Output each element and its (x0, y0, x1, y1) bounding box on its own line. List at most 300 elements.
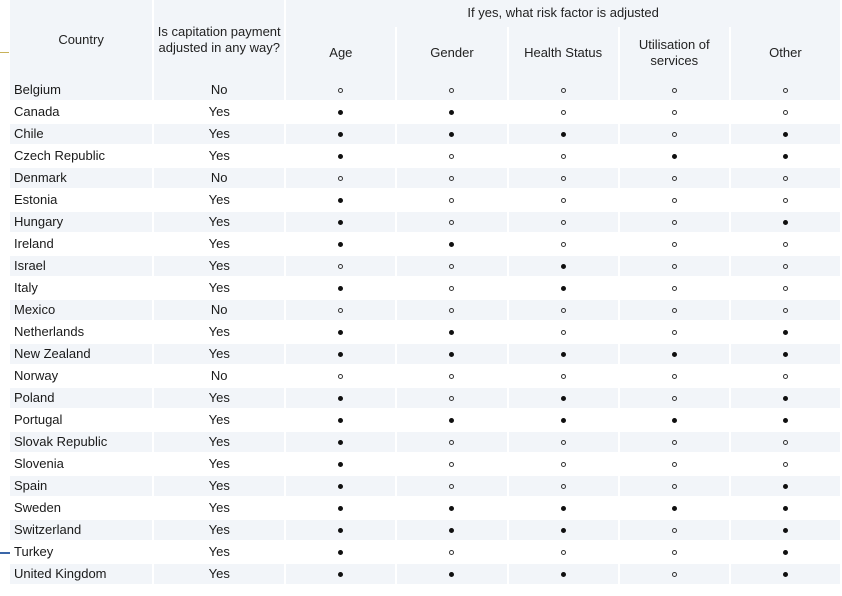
empty-circle-icon (672, 484, 677, 489)
other-cell (731, 476, 840, 498)
gender-cell (397, 190, 506, 212)
health-status-cell (509, 212, 618, 234)
filled-circle-icon (561, 264, 566, 269)
health-status-cell (509, 80, 618, 102)
table-row (10, 344, 840, 366)
age-cell (286, 520, 395, 542)
country-cell: Spain (10, 476, 152, 498)
empty-circle-icon (561, 462, 566, 467)
capitation-adjusted-cell: Yes (154, 190, 284, 212)
health-status-cell (509, 146, 618, 168)
capitation-adjusted-cell: Yes (154, 344, 284, 366)
age-cell (286, 344, 395, 366)
table-row (10, 520, 840, 542)
utilisation-cell (620, 366, 729, 388)
filled-circle-icon (561, 506, 566, 511)
utilisation-cell (620, 168, 729, 190)
utilisation-cell (620, 542, 729, 564)
empty-circle-icon (338, 88, 343, 93)
utilisation-cell (620, 212, 729, 234)
country-column-header: Country (10, 0, 152, 80)
capitation-adjusted-cell: Yes (154, 278, 284, 300)
table-body (10, 80, 840, 586)
other-cell (731, 498, 840, 520)
gender-cell (397, 410, 506, 432)
table-row (10, 256, 840, 278)
other-cell (731, 300, 840, 322)
capitation-adjusted-cell: Yes (154, 564, 284, 586)
age-cell (286, 564, 395, 586)
capitation-risk-table (8, 0, 842, 586)
empty-circle-icon (672, 198, 677, 203)
country-cell: Chile (10, 124, 152, 146)
filled-circle-icon (338, 440, 343, 445)
empty-circle-icon (672, 88, 677, 93)
empty-circle-icon (783, 110, 788, 115)
health-status-cell (509, 454, 618, 476)
capitation-adjusted-cell: Yes (154, 234, 284, 256)
filled-circle-icon (449, 418, 454, 423)
table-row (10, 212, 840, 234)
utilisation-cell (620, 278, 729, 300)
age-cell (286, 322, 395, 344)
capitation-adjusted-cell: Yes (154, 454, 284, 476)
country-cell: Denmark (10, 168, 152, 190)
age-cell (286, 366, 395, 388)
empty-circle-icon (783, 286, 788, 291)
filled-circle-icon (449, 330, 454, 335)
empty-circle-icon (449, 220, 454, 225)
table-row (10, 564, 840, 586)
filled-circle-icon (561, 132, 566, 137)
filled-circle-icon (338, 462, 343, 467)
filled-circle-icon (783, 352, 788, 357)
filled-circle-icon (561, 528, 566, 533)
filled-circle-icon (338, 550, 343, 555)
utilisation-cell (620, 124, 729, 146)
empty-circle-icon (783, 88, 788, 93)
filled-circle-icon (338, 132, 343, 137)
other-cell (731, 124, 840, 146)
utilisation-cell (620, 256, 729, 278)
filled-circle-icon (672, 506, 677, 511)
utilisation-cell (620, 432, 729, 454)
capitation-adjusted-cell: No (154, 300, 284, 322)
capitation-adjusted-cell: Yes (154, 542, 284, 564)
country-cell: Sweden (10, 498, 152, 520)
capitation-adjusted-cell: Yes (154, 476, 284, 498)
age-cell (286, 476, 395, 498)
empty-circle-icon (672, 220, 677, 225)
filled-circle-icon (449, 528, 454, 533)
health-status-cell (509, 542, 618, 564)
table-row (10, 498, 840, 520)
country-cell: Czech Republic (10, 146, 152, 168)
other-cell (731, 520, 840, 542)
filled-circle-icon (561, 418, 566, 423)
utilisation-cell (620, 322, 729, 344)
gender-cell (397, 278, 506, 300)
filled-circle-icon (338, 286, 343, 291)
country-cell: Hungary (10, 212, 152, 234)
age-cell (286, 212, 395, 234)
empty-circle-icon (449, 396, 454, 401)
health-status-cell (509, 278, 618, 300)
age-cell (286, 102, 395, 124)
health-status-cell (509, 520, 618, 542)
filled-circle-icon (338, 396, 343, 401)
gender-cell (397, 344, 506, 366)
gender-cell (397, 476, 506, 498)
empty-circle-icon (672, 528, 677, 533)
capitation-adjusted-cell: No (154, 366, 284, 388)
utilisation-cell (620, 234, 729, 256)
capitation-adjusted-cell: Yes (154, 256, 284, 278)
utilisation-cell (620, 520, 729, 542)
age-cell (286, 498, 395, 520)
table-row (10, 476, 840, 498)
table-row (10, 388, 840, 410)
filled-circle-icon (672, 154, 677, 159)
utilisation-cell (620, 300, 729, 322)
age-cell (286, 410, 395, 432)
country-cell: New Zealand (10, 344, 152, 366)
table-row (10, 190, 840, 212)
empty-circle-icon (672, 242, 677, 247)
empty-circle-icon (672, 132, 677, 137)
empty-circle-icon (783, 440, 788, 445)
health-status-cell (509, 234, 618, 256)
empty-circle-icon (783, 462, 788, 467)
health-status-cell (509, 410, 618, 432)
other-cell (731, 366, 840, 388)
filled-circle-icon (783, 528, 788, 533)
health-status-cell (509, 344, 618, 366)
empty-circle-icon (672, 374, 677, 379)
filled-circle-icon (449, 110, 454, 115)
health-status-cell (509, 168, 618, 190)
empty-circle-icon (783, 374, 788, 379)
gender-cell (397, 520, 506, 542)
health-status-cell (509, 124, 618, 146)
utilisation-cell (620, 388, 729, 410)
gender-column-header: Gender (397, 27, 506, 80)
capitation-adjusted-cell: Yes (154, 102, 284, 124)
age-cell (286, 146, 395, 168)
country-cell: Israel (10, 256, 152, 278)
table-row (10, 124, 840, 146)
gender-cell (397, 256, 506, 278)
empty-circle-icon (449, 286, 454, 291)
gender-cell (397, 168, 506, 190)
empty-circle-icon (449, 462, 454, 467)
country-cell: United Kingdom (10, 564, 152, 586)
empty-circle-icon (561, 550, 566, 555)
gender-cell (397, 322, 506, 344)
empty-circle-icon (561, 374, 566, 379)
age-cell (286, 80, 395, 102)
empty-circle-icon (783, 176, 788, 181)
other-cell (731, 80, 840, 102)
empty-circle-icon (561, 110, 566, 115)
filled-circle-icon (338, 198, 343, 203)
age-cell (286, 278, 395, 300)
empty-circle-icon (338, 374, 343, 379)
other-cell (731, 234, 840, 256)
empty-circle-icon (561, 220, 566, 225)
empty-circle-icon (449, 88, 454, 93)
empty-circle-icon (672, 572, 677, 577)
other-cell (731, 102, 840, 124)
filled-circle-icon (561, 352, 566, 357)
country-cell: Ireland (10, 234, 152, 256)
gender-cell (397, 124, 506, 146)
capitation-adjusted-cell: Yes (154, 124, 284, 146)
age-cell (286, 168, 395, 190)
filled-circle-icon (338, 154, 343, 159)
filled-circle-icon (783, 572, 788, 577)
filled-circle-icon (338, 352, 343, 357)
empty-circle-icon (338, 176, 343, 181)
empty-circle-icon (783, 242, 788, 247)
age-cell (286, 190, 395, 212)
empty-circle-icon (783, 308, 788, 313)
capitation-column-header: Is capitation payment adjusted in any way? (154, 0, 284, 80)
gender-cell (397, 498, 506, 520)
capitation-adjusted-cell: Yes (154, 212, 284, 234)
empty-circle-icon (449, 176, 454, 181)
gender-cell (397, 80, 506, 102)
empty-circle-icon (783, 264, 788, 269)
other-cell (731, 278, 840, 300)
health-status-cell (509, 432, 618, 454)
empty-circle-icon (561, 308, 566, 313)
table-row (10, 454, 840, 476)
country-cell: Norway (10, 366, 152, 388)
health-status-cell (509, 256, 618, 278)
health-status-column-header: Health Status (509, 27, 618, 80)
table-row (10, 322, 840, 344)
empty-circle-icon (672, 110, 677, 115)
age-cell (286, 454, 395, 476)
empty-circle-icon (672, 286, 677, 291)
health-status-cell (509, 564, 618, 586)
capitation-adjusted-cell: Yes (154, 520, 284, 542)
utilisation-cell (620, 190, 729, 212)
empty-circle-icon (561, 242, 566, 247)
table-row (10, 300, 840, 322)
filled-circle-icon (449, 506, 454, 511)
country-cell: Belgium (10, 80, 152, 102)
country-cell: Mexico (10, 300, 152, 322)
empty-circle-icon (561, 154, 566, 159)
other-cell (731, 564, 840, 586)
gender-cell (397, 564, 506, 586)
filled-circle-icon (561, 396, 566, 401)
capitation-adjusted-cell: Yes (154, 410, 284, 432)
age-cell (286, 124, 395, 146)
country-cell: Estonia (10, 190, 152, 212)
capitation-adjusted-cell: No (154, 80, 284, 102)
age-cell (286, 234, 395, 256)
filled-circle-icon (338, 506, 343, 511)
table-row (10, 80, 840, 102)
other-cell (731, 168, 840, 190)
utilisation-cell (620, 80, 729, 102)
capitation-adjusted-cell: Yes (154, 388, 284, 410)
other-cell (731, 146, 840, 168)
filled-circle-icon (338, 418, 343, 423)
country-cell: Italy (10, 278, 152, 300)
empty-circle-icon (561, 176, 566, 181)
health-status-cell (509, 366, 618, 388)
other-cell (731, 410, 840, 432)
country-cell: Switzerland (10, 520, 152, 542)
filled-circle-icon (561, 286, 566, 291)
other-cell (731, 322, 840, 344)
country-cell: Portugal (10, 410, 152, 432)
empty-circle-icon (672, 550, 677, 555)
gender-cell (397, 212, 506, 234)
utilisation-cell (620, 102, 729, 124)
table-row (10, 410, 840, 432)
filled-circle-icon (338, 330, 343, 335)
other-cell (731, 388, 840, 410)
empty-circle-icon (449, 374, 454, 379)
gender-cell (397, 366, 506, 388)
utilisation-column-header: Utilisation of services (620, 27, 729, 80)
filled-circle-icon (783, 506, 788, 511)
empty-circle-icon (561, 330, 566, 335)
empty-circle-icon (338, 308, 343, 313)
health-status-cell (509, 498, 618, 520)
utilisation-cell (620, 564, 729, 586)
filled-circle-icon (338, 242, 343, 247)
other-cell (731, 190, 840, 212)
country-cell: Netherlands (10, 322, 152, 344)
capitation-adjusted-cell: Yes (154, 498, 284, 520)
empty-circle-icon (672, 330, 677, 335)
empty-circle-icon (449, 550, 454, 555)
gender-cell (397, 432, 506, 454)
filled-circle-icon (783, 418, 788, 423)
filled-circle-icon (783, 220, 788, 225)
other-cell (731, 212, 840, 234)
table-row (10, 432, 840, 454)
empty-circle-icon (561, 440, 566, 445)
health-status-cell (509, 102, 618, 124)
other-cell (731, 432, 840, 454)
utilisation-cell (620, 410, 729, 432)
filled-circle-icon (783, 550, 788, 555)
empty-circle-icon (783, 198, 788, 203)
empty-circle-icon (449, 154, 454, 159)
empty-circle-icon (672, 264, 677, 269)
filled-circle-icon (783, 396, 788, 401)
empty-circle-icon (672, 440, 677, 445)
capitation-adjusted-cell: Yes (154, 146, 284, 168)
age-column-header: Age (286, 27, 395, 80)
table-row (10, 146, 840, 168)
other-cell (731, 344, 840, 366)
empty-circle-icon (672, 176, 677, 181)
gender-cell (397, 454, 506, 476)
table-row (10, 278, 840, 300)
filled-circle-icon (338, 484, 343, 489)
filled-circle-icon (449, 242, 454, 247)
gender-cell (397, 388, 506, 410)
filled-circle-icon (338, 110, 343, 115)
empty-circle-icon (561, 198, 566, 203)
filled-circle-icon (338, 528, 343, 533)
gender-cell (397, 300, 506, 322)
age-cell (286, 256, 395, 278)
gender-cell (397, 146, 506, 168)
table-row (10, 542, 840, 564)
empty-circle-icon (449, 484, 454, 489)
filled-circle-icon (449, 572, 454, 577)
utilisation-cell (620, 146, 729, 168)
filled-circle-icon (672, 352, 677, 357)
health-status-cell (509, 476, 618, 498)
country-cell: Poland (10, 388, 152, 410)
empty-circle-icon (449, 308, 454, 313)
filled-circle-icon (783, 330, 788, 335)
empty-circle-icon (449, 440, 454, 445)
filled-circle-icon (561, 572, 566, 577)
utilisation-cell (620, 476, 729, 498)
capitation-adjusted-cell: Yes (154, 322, 284, 344)
utilisation-cell (620, 498, 729, 520)
gender-cell (397, 234, 506, 256)
table-row (10, 366, 840, 388)
age-cell (286, 542, 395, 564)
capitation-adjusted-cell: Yes (154, 432, 284, 454)
other-cell (731, 542, 840, 564)
country-cell: Slovak Republic (10, 432, 152, 454)
empty-circle-icon (561, 484, 566, 489)
filled-circle-icon (338, 572, 343, 577)
empty-circle-icon (672, 396, 677, 401)
empty-circle-icon (561, 88, 566, 93)
age-cell (286, 432, 395, 454)
empty-circle-icon (672, 308, 677, 313)
table-row (10, 102, 840, 124)
empty-circle-icon (338, 264, 343, 269)
filled-circle-icon (449, 132, 454, 137)
filled-circle-icon (783, 154, 788, 159)
gender-cell (397, 102, 506, 124)
other-column-header: Other (731, 27, 840, 80)
capitation-adjusted-cell: No (154, 168, 284, 190)
empty-circle-icon (449, 264, 454, 269)
utilisation-cell (620, 454, 729, 476)
filled-circle-icon (672, 418, 677, 423)
health-status-cell (509, 300, 618, 322)
health-status-cell (509, 322, 618, 344)
filled-circle-icon (783, 484, 788, 489)
age-cell (286, 388, 395, 410)
other-cell (731, 256, 840, 278)
empty-circle-icon (672, 462, 677, 467)
gender-cell (397, 542, 506, 564)
country-cell: Slovenia (10, 454, 152, 476)
filled-circle-icon (783, 132, 788, 137)
age-cell (286, 300, 395, 322)
filled-circle-icon (338, 220, 343, 225)
country-cell: Canada (10, 102, 152, 124)
country-cell: Turkey (10, 542, 152, 564)
